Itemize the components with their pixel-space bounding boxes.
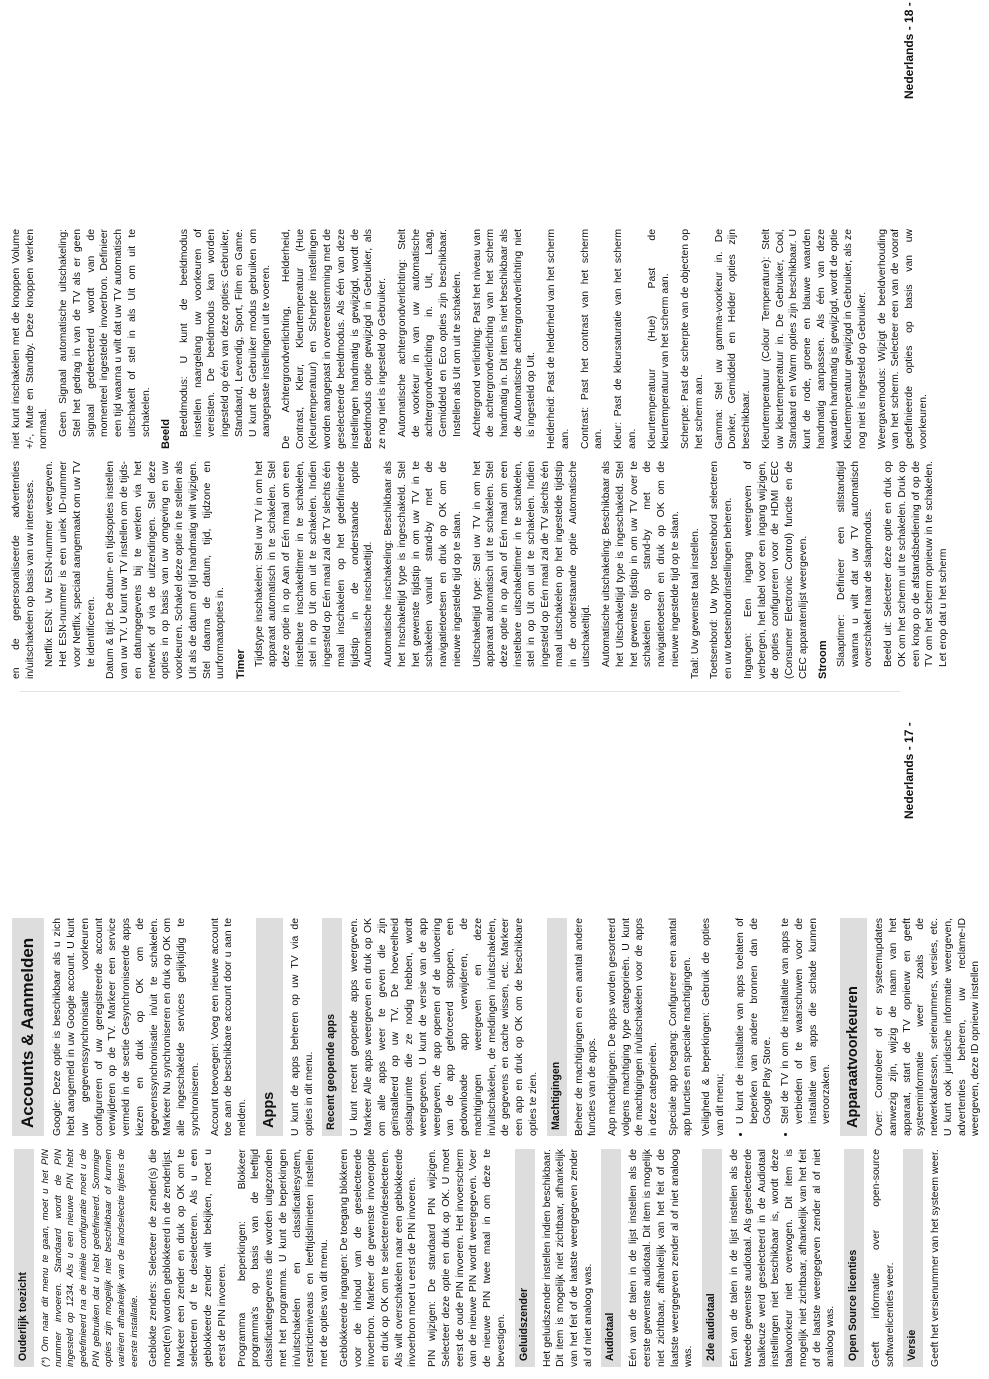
para-version: Geeft het versienummer van het systeem weer. bbox=[930, 1149, 942, 1367]
security-list bbox=[734, 918, 834, 1136]
column-1 bbox=[10, 1149, 949, 1367]
parental-note: (*) Om naar dit menu te gaan, moet u het PIN nummer invoeren. Standaard wordt de PIN ingesteld op 1234. Als u een nieuwe PIN hebt gedefinieerd na de initiële configuratie moet u de PIN gebruiken dat u hebt gedefinieerd. Sommige opties zijn mogelijk niet beschikbaar of kunnen variëren afhankelijk van de landselectie tijdens de eerste installatie. bbox=[39, 1149, 140, 1367]
para-sharpness: Scherpte: Past de scherpte van de objecten op het scherm aan. bbox=[680, 229, 705, 449]
column-2 bbox=[10, 918, 989, 1136]
heading-timer: Timer bbox=[235, 649, 248, 679]
para-power-on-type: Tijdstype inschakelen: Stel uw TV in om het apparaat automatisch in te schakelen. Stel deze optie in op Aan of Eén maal om een instelbare inschakeltimer in te schakelen, stel in op Uit om uit te schakelen. Indien ingesteld op Eén maal zal de TV slechts één maal inschakelen op het gedefinieerde tijdstip in de onderstaande optie Automatische inschakeltijd. bbox=[253, 461, 375, 667]
para-contrast: Contrast: Past het contrast van het scherm aan. bbox=[579, 229, 605, 449]
para-program-restrictions: Programma beperkingen: Blokkeer programma's op basis van de leeftijd classificatiegegevens die worden uitgezonden met het programma. U kunt de beperkingen in/uitschakelen en classificatiesystem, restrictieniveaus en leeftijdslimieten instellen met de opties van dit menu. bbox=[236, 1149, 331, 1367]
para-netflix: Netflix ESN: Uw ESN-nummer weergeven. Het ESN-nummer is een uniek ID-nummer voor Netflix, speciaal aangemaakt om uw TV te identificeren. bbox=[44, 461, 97, 667]
list-item: • U kunt de installatie van apps toelaten of beperken van andere bronnen dan de Google Play Store. bbox=[734, 918, 775, 1124]
para-volume-note: niet kunt inschakelen met de knoppen Volume +/-, Mute en Standby. Deze knoppen werken normaal. bbox=[11, 229, 50, 449]
page-divider bbox=[20, 691, 900, 692]
heading-parental-control: Ouderlijk toezicht bbox=[14, 1149, 34, 1367]
para-about: Over: Controleer of er systeemupdates aanwezig zijn, wijzig de naam van het apparaat, start de TV opnieuw en geeft systeeminformatie weer zoals de netwerkadressen, serienummers, versies, etc. U kunt ook juridische informatie weergeven, advertenties beheren, uw reclame-ID weergeven, deze ID opnieuw instellen bbox=[874, 918, 982, 1136]
para-app-permissions: App machtigingen: De apps worden gesorteerd volgens machtiging type categorieën. U kunt de machtigingen in/uitschakelen voor de apps in deze categorieën. bbox=[607, 918, 660, 1136]
para-colour-temperature: Kleurtemperatuur (Colour Temperature): Stelt uw kleurtemperatuur in. De Gebruiker, Cool, Standaard en Warm opties zijn beschikbaar. U kunt de rode, groene en blauwe waarden handmatig aanpassen. Als één van deze waarden handmatig is gewijzigd, wordt de optie Kleurtemperatuur gewijzigd in Gebruiker, als ze nog niet is ingesteld op Gebruiker. bbox=[760, 229, 868, 449]
para-google: Google: Deze optie is beschikbaar als u zich hebt aangemeld in uw Google account. U kunt uw gegevenssynchronisatie voorkeuren configureren of uw geregistreerde account verwijderen op de TV. Markeer een service vermeld in de sectie Gesynchroniseerde apps kiezen en druk op OK om de gegevenssynchronisatie in/uit te schakelen. Markeer Nu synchroniseren en druk op OK om alle ingeschakelde services gelijktijdig te synchroniseren. bbox=[52, 918, 201, 1136]
para-picture-mode: Beeldmodus: U kunt de beeldmodus instellen naargelang uw voorkeuren of vereisten. De beeldmodus kan worden ingesteld op één van deze opties: Gebruiker, Standaard, Levendig, Sport, Film en Game. U kunt de Gebruiker modus gebruiken om aangepaste instellingen uit te voeren. bbox=[178, 229, 273, 437]
para-add-account: Account toevoegen: Voeg een nieuwe account toe aan de beschikbare account door u aan te melden. bbox=[209, 918, 248, 1136]
page-number-left: Nederlands - 17 - bbox=[902, 722, 916, 819]
para-audio-language: Eén van de talen in de lijst instellen als de eerste gewenste audiotaal. Dit item is mogelijk niet zichtbaar, afhankelijk van het feit of de laatste weergegeven zender al of niet analoog was. bbox=[628, 1149, 695, 1367]
heading-open-source: Open Source licenties bbox=[844, 1149, 864, 1367]
heading-second-audio: 2de audiotaal bbox=[702, 1149, 722, 1367]
heading-recent-apps: Recent geopende apps bbox=[322, 918, 342, 1136]
para-date-time: Datum & tijd: De datum- en tijdsopties instellen van uw TV. U kunt uw TV instellen om de tijds- en datumgegevens bij te werken via het netwerk of via de uitzendingen. Stel deze opties in op basis van uw omgeving en uw voorkeuren. Schakel deze optie in te stellen als Uit als de datum of tijd handmatig wilt wijzigen. Stel daarna de datum, tijd, tijdzone en uurformaatopties in. bbox=[105, 461, 227, 679]
heading-picture: Beeld bbox=[160, 419, 173, 449]
para-blocked-inputs: Geblokkeerde ingangen: De toegang blokkeren voor de inhoud van de geselecteerde invoerbron. Markeer de gewenste invoeroptie en druk op OK om te selecteren/deselecteren. Als wilt overschakelen naar een geblokkeerde invoerbron moet u eerst de PIN invoeren. bbox=[338, 1149, 419, 1367]
heading-accounts: Accounts & Aanmelden bbox=[12, 918, 44, 1136]
para-language: Taal: Uw gewenste taal instellen. bbox=[689, 528, 701, 679]
heading-audio-language: Audiotaal bbox=[601, 1149, 621, 1367]
list-item: • Stel de TV in om de installatie van apps te verbieden of te waarschuwen voor de installatie van apps die schade kunnen veroorzaken. bbox=[779, 918, 834, 1124]
para-apps: U kunt de apps beheren op uw TV via de opties in dit menu. bbox=[289, 918, 315, 1136]
heading-apps: Apps bbox=[256, 918, 283, 1136]
para-auto-power-off: Automatische uitschakeling: Beschikbaar als het Uitschakeltijd type is ingeschakeld. Stel het gewenste tijdstip in om uw TV over te schakelen op stand-by met de navigatietoetsen en druk op OK om de nieuwe ingestelde tijd op te slaan. bbox=[601, 461, 681, 667]
para-special-access: Speciale app toegang: Configureer een aantal app functies en speciale machtigingen. bbox=[667, 918, 693, 1136]
para-keyboard: Toetsenbord: Uw type toetsenbord selecteren en uw toetsenbordinstellingen beheren. bbox=[709, 461, 735, 679]
para-blocked-channels: Geblokte zenders: Selecteer de zender(s) die moet(en) worden geblokkeerd in de zenderlijst. Markeer een zender en druk op OK om te selecteren of te deselecteren. Als u een geblokkeerde zender wilt bekijken, moet u eerst de PIN invoeren. bbox=[148, 1149, 228, 1367]
para-sound-channel: Het geluidszender instellen indien beschikbaar. Dit item is mogelijk niet zichtbaar, afhankelijk van het feit of de laatste weergegeven zender al of niet analoog was. bbox=[541, 1149, 594, 1367]
para-gamma: Gamma: Stel uw gamma-voorkeur in. De Donker, Gemiddeld en Helder opties zijn beschikbaar. bbox=[713, 229, 753, 449]
heading-sound-channel: Geluidszender bbox=[515, 1149, 535, 1367]
page-number-right: Nederlands - 18 - bbox=[902, 2, 916, 99]
para-recent-apps: U kunt recent geopende apps weergeven. Markeer Alle apps weergeven en druk op OK om alle apps weer te geven die zijn geïnstalleerd op uw TV. De hoeveelheid opslagruimte die ze nodig hebben, wordt weergegeven. U kunt de versie van de app weergeven, de app openen of de uitvoering van de app geforceerd stoppen, een gedownloade app verwijderen, de machtigingen weergeven en deze in/uitschakelen, de meldingen in/uitschakelen, de gegevens en cache wissen, etc. Markeer een app en druk op OK om de beschikbare opties te zien. bbox=[349, 918, 539, 1136]
para-auto-power-on: Automatische inschakeling: Beschikbaar als het Inschakeltijd type is ingeschakeld. Stel het gewenste tijdstip in om uw TV in te schakelen vanuit stand-by met de navigatietoetsen en druk op OK om de nieuwe ingestelde tijd op te slaan. bbox=[383, 461, 463, 667]
para-inputs: Ingangen: Een ingang weergeven of verbergen, het label voor een ingang wijzigen, de opties configureren voor de HDMI CEC (Consumer Electronic Control) functie en de CEC apparatenlijst weergeven. bbox=[742, 461, 809, 679]
column-4 bbox=[10, 229, 937, 449]
para-backlight: Achtergrond verlichting: Past het niveau van de achtergrondverlichting van het scherm handmatig in. Dit item is niet beschikbaar als de Automatische achtergrondverlichting niet is ingesteld op Uit. bbox=[471, 229, 538, 437]
heading-power: Stroom bbox=[817, 640, 830, 679]
para-hue: Kleurtemperatuur (Hue) Past de kleurtemperatuur van het scherm aan. bbox=[646, 229, 672, 449]
para-power-off-type: Uitschakeltijd type: Stel uw TV in om het apparaat automatisch uit te schakelen. Stel deze optie in op Aan of Eén maal om een instelbare uitschakeltimer in te schakelen, stel in op Uit om uit te schakelen. Indien ingesteld op Eén maal zal de TV slechts één maal uitschakelen op het ingestelde tijdstip in de onderstaande optie Automatische uitschakeltijd. bbox=[471, 461, 593, 667]
heading-permissions: Machtigingen bbox=[547, 918, 567, 1136]
heading-device-preferences: Apparaatvoorkeuren bbox=[840, 918, 867, 1136]
para-picture-off: Beeld uit: Selecteer deze optie en druk op OK om het scherm uit te schakelen. Druk op een knop op de afstandsbediening of op de TV om het scherm opnieuw in te schakelen. Let erop dat u het scherm bbox=[883, 461, 950, 667]
para-ads: en de gepersonaliseerde advertenties in/uitschakelen op basis van uw interesses. bbox=[11, 461, 36, 679]
para-no-signal: Geen Signaal automatische uitschakeling: Stel het gedrag in van de TV als er geen signaal gedetecteerd wordt van de momenteel ingestelde invoerbron. Definieer een tijd waarna u wilt dat uw TV automatisch uitschakelt of stel in als Uit om uit te schakelen. bbox=[58, 229, 152, 437]
para-display-mode: Weergavemodus: Wijzigt de beeldverhouding van het scherm. Selecteer een van de vooraf gedefinieerde opties op basis van uw voorkeuren. bbox=[876, 229, 929, 449]
para-second-audio: Eén van de talen in de lijst instellen als de tweede gewenste audiotaal. Als geselecteerde taalkeuze werd geselecteerd in de Audiotaal instellingen niet beschikbaar is, wordt deze taalvoorkeur niet overwogen. Dit item is mogelijk niet zichtbaar, afhankelijk van het feit of de laatste weergegeven zender al of niet analoog was. bbox=[729, 1149, 837, 1367]
heading-version: Versie bbox=[903, 1149, 923, 1367]
para-permissions: Beheer de machtigingen en een aantal andere functies van de apps. bbox=[573, 918, 599, 1136]
para-backlight-settings: De Achtergrondverlichting, Helderheid, Contrast, Kleur, Kleurtemperatuur (Hue (Kleurtemperatuur) en Scherpte instellingen worden aangepast in overeenstemming met de geselecteerde beeldmodus. Als één van deze instellingen handmatig is gewijzigd, wordt de Beeldmodus optie gewijzigd in Gebruiker, als ze nog niet is ingesteld op Gebruiker. bbox=[281, 229, 389, 449]
para-open-source: Geeft informatie over open-source softwarelicenties weer. bbox=[870, 1149, 896, 1367]
para-brightness: Helderheid: Past de helderheid van het scherm aan. bbox=[546, 229, 571, 449]
para-change-pin: PIN wijzigen: De standaard PIN wijzigen. Selecteer deze optie en druk op OK. U moet eerst de oude PIN invoeren. Het invoerscherm van de nieuwe PIN wordt weergegeven. Voer de nieuwe PIN twee maal in om deze te bevestigen. bbox=[427, 1149, 507, 1367]
para-sleep-timer: Slaaptimer: Definieer een stilstandtijd waarna u wilt dat uw TV automatisch overschakelt naar de slaapmodus. bbox=[835, 461, 875, 667]
column-3 bbox=[10, 461, 957, 679]
para-auto-backlight: Automatische achtergrondverlichting: Stelt de voorkeur in van uw automatische achtergrondverlichting in. Uit, Laag, Gemiddeld en Eco opties zijn beschikbaar. Instellen als Uit om uit te schakelen. bbox=[396, 229, 463, 437]
para-colour: Kleur: Past de kleursaturatie van het scherm aan. bbox=[613, 229, 638, 449]
para-security: Veiligheid & beperkingen: Gebruik de opties van dit menu; bbox=[701, 918, 727, 1136]
